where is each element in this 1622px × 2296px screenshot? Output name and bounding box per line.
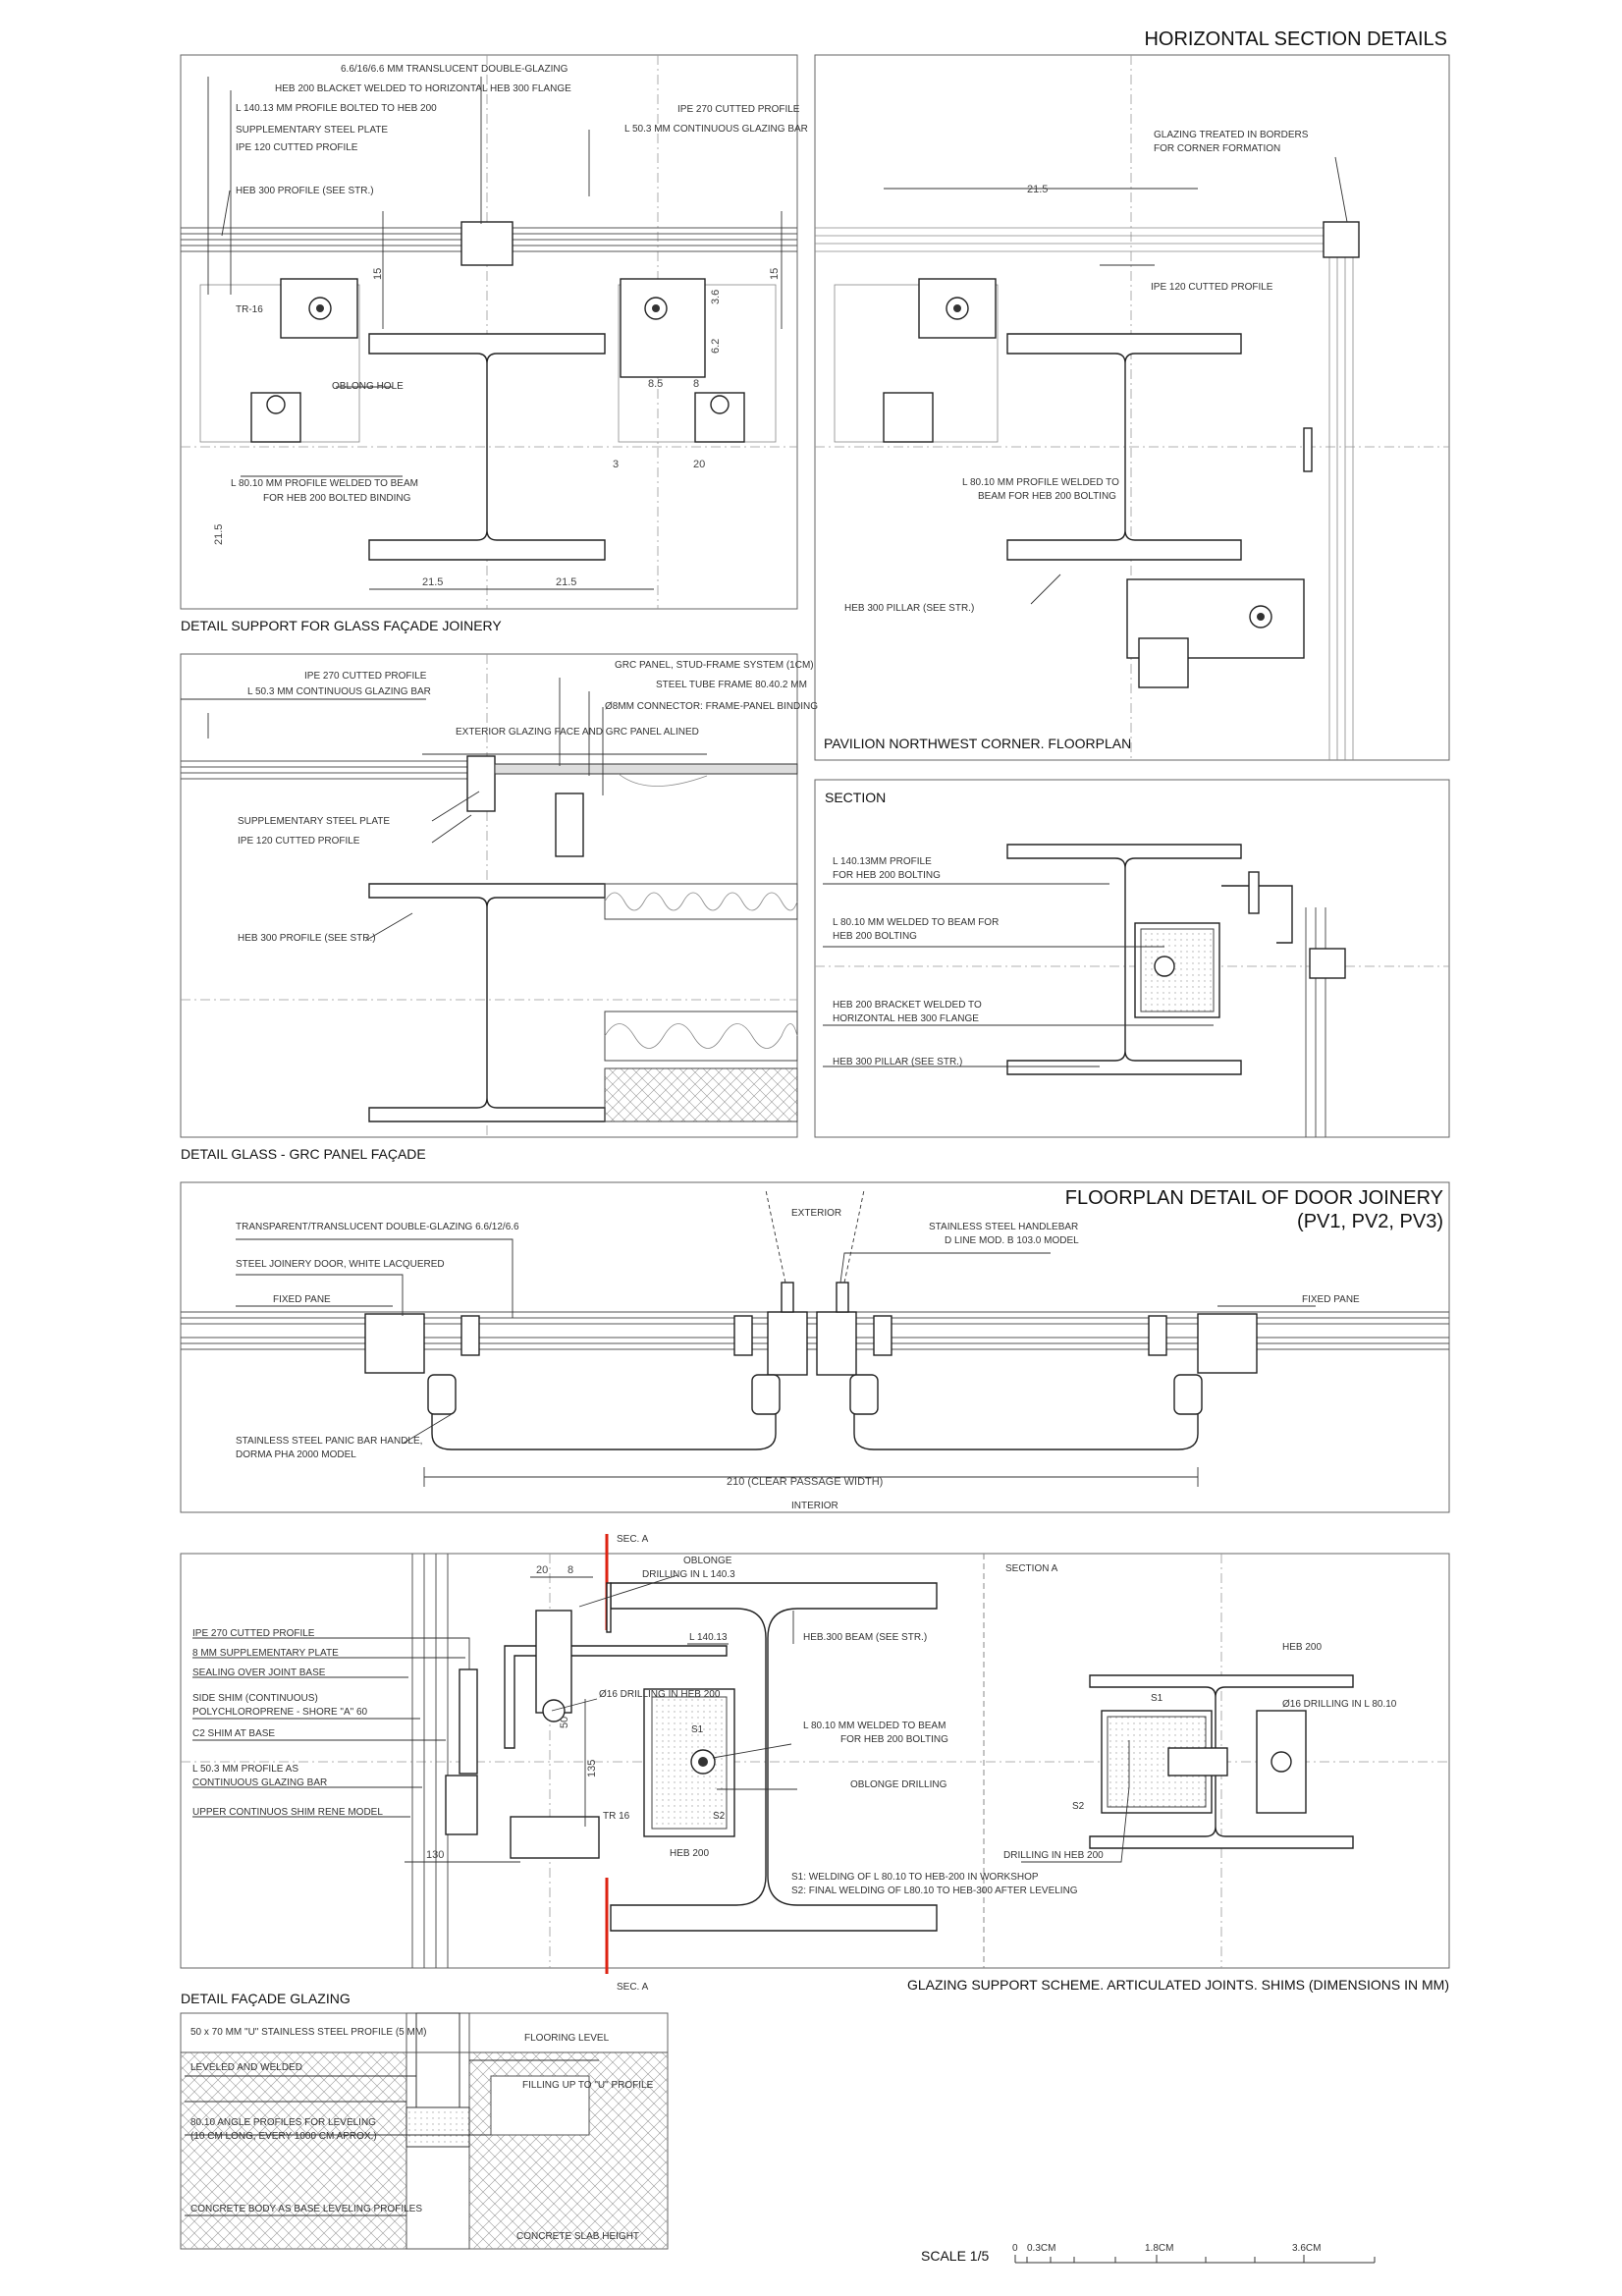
label: 8 MM SUPPLEMENTARY PLATE [192, 1648, 339, 1659]
panel-caption: DETAIL FAÇADE GLAZING [181, 1991, 351, 2006]
sheet-title: HORIZONTAL SECTION DETAILS [1144, 28, 1447, 50]
label: IPE 120 CUTTED PROFILE [238, 836, 360, 847]
label: TR 16 [603, 1811, 630, 1822]
corner-glazing [815, 157, 1359, 760]
label: OBLONGE DRILLING [850, 1779, 947, 1790]
label: Ø8MM CONNECTOR: FRAME-PANEL BINDING [605, 701, 819, 712]
label: HEB 300 PILLAR (SEE STR.) [844, 603, 975, 614]
label: SUPPLEMENTARY STEEL PLATE [238, 816, 391, 827]
dim-label: 135 [586, 1759, 598, 1777]
label: D LINE MOD. B 103.0 MODEL [945, 1235, 1079, 1246]
support-scheme-panel [181, 1534, 1449, 1993]
label: S2: FINAL WELDING OF L80.10 TO HEB-300 AFTER LEVELING [791, 1886, 1078, 1896]
label: OBLONGE [683, 1556, 732, 1566]
label: FILLING UP TO "U" PROFILE [522, 2080, 654, 2091]
label: 50 x 70 MM "U" STAINLESS STEEL PROFILE (5 MM) [190, 2027, 427, 2038]
scale-label: SCALE 1/5 [921, 2248, 990, 2264]
label: IPE 120 CUTTED PROFILE [236, 142, 358, 153]
sec-a-label: SEC. A [617, 1982, 649, 1993]
label: (10 CM LONG, EVERY 1000 CM APROX.) [190, 2131, 377, 2142]
label: SUPPLEMENTARY STEEL PLATE [236, 125, 389, 136]
panic-bars [428, 1375, 1202, 1449]
label: HEB 300 PILLAR (SEE STR.) [833, 1057, 963, 1067]
dim-label: 130 [426, 1849, 445, 1861]
label: Ø16 DRILLING IN L 80.10 [1282, 1699, 1397, 1710]
label: 80.10 ANGLE PROFILES FOR LEVELING [190, 2117, 376, 2128]
label: STAINLESS STEEL PANIC BAR HANDLE, [236, 1436, 423, 1447]
label: UPPER CONTINUOS SHIM RENE MODEL [192, 1807, 383, 1818]
label: HEB.300 BEAM (SEE STR.) [803, 1632, 928, 1643]
label: L 80.10 MM WELDED TO BEAM [803, 1721, 946, 1731]
label: FOR CORNER FORMATION [1154, 143, 1281, 154]
label: DORMA PHA 2000 MODEL [236, 1449, 356, 1460]
detail-support-panel [181, 55, 808, 633]
label: POLYCHLOROPRENE - SHORE "A" 60 [192, 1707, 368, 1718]
glazing-bars [181, 222, 797, 265]
label: CONCRETE BODY AS BASE LEVELING PROFILES [190, 2204, 423, 2214]
dim-label: 15 [372, 267, 384, 280]
panel-caption: DETAIL GLASS - GRC PANEL FAÇADE [181, 1146, 426, 1162]
label: STAINLESS STEEL HANDLEBAR [929, 1222, 1079, 1232]
label: SEALING OVER JOINT BASE [192, 1667, 326, 1678]
label: HEB 300 PROFILE (SEE STR.) [236, 186, 374, 196]
dim-label: 3 [613, 459, 620, 470]
label: L 140.13MM PROFILE [833, 856, 932, 867]
grc-panel [181, 654, 818, 1162]
label: Ø16 DRILLING IN HEB 200 [599, 1689, 721, 1700]
panel-caption: GLAZING SUPPORT SCHEME. ARTICULATED JOINTS. SHIMS (DIMENSIONS IN MM) [906, 1977, 1449, 1993]
bracket-left [200, 279, 359, 442]
label: INTERIOR [791, 1501, 838, 1511]
scale-tick: 3.6CM [1292, 2243, 1322, 2254]
label: DRILLING IN L 140.3 [642, 1569, 735, 1580]
label: LEVELED AND WELDED [190, 2062, 302, 2073]
label: FOR HEB 200 BOLTED BINDING [263, 493, 411, 504]
panel-caption: SECTION [825, 790, 887, 805]
dim-label: 210 (CLEAR PASSAGE WIDTH) [727, 1476, 884, 1488]
door-leaves [181, 1312, 1449, 1375]
dim-label: 8.5 [648, 378, 664, 390]
dim-label: 8 [693, 378, 700, 390]
label: HORIZONTAL HEB 300 FLANGE [833, 1013, 979, 1024]
label: TRANSPARENT/TRANSLUCENT DOUBLE-GLAZING 6.6/12/6.6 [236, 1222, 519, 1232]
scale-tick: 0 [1012, 2243, 1018, 2254]
label: IPE 270 CUTTED PROFILE [192, 1628, 315, 1639]
label: FIXED PANE [273, 1294, 331, 1305]
scale-tick: 1.8CM [1145, 2243, 1174, 2254]
label: FIXED PANE [1302, 1294, 1360, 1305]
dim-label: 20 [693, 459, 706, 470]
label: HEB 200 BLACKET WELDED TO HORIZONTAL HEB 300 FLANGE [275, 83, 571, 94]
dim-label: 3.6 [710, 289, 722, 304]
section-a-title: SECTION A [1005, 1563, 1058, 1574]
label: 6.6/16/6.6 MM TRANSLUCENT DOUBLE-GLAZING [341, 64, 568, 75]
facade-glazing-panel [181, 1991, 668, 2249]
door-title: FLOORPLAN DETAIL OF DOOR JOINERY [1064, 1187, 1443, 1209]
door-panel [181, 1182, 1449, 1512]
label: CONTINUOUS GLAZING BAR [192, 1777, 328, 1788]
label: S1 [1151, 1693, 1163, 1704]
panel-caption: PAVILION NORTHWEST CORNER. FLOORPLAN [824, 736, 1132, 751]
label: S1: WELDING OF L 80.10 TO HEB-200 IN WORKSHOP [791, 1872, 1039, 1883]
label: HEB 200 [1282, 1642, 1323, 1653]
label: L 140.13 [689, 1632, 728, 1643]
label: STEEL TUBE FRAME 80.40.2 MM [656, 680, 807, 690]
label: GRC PANEL, STUD-FRAME SYSTEM (1CM) [615, 660, 814, 671]
section-panel [815, 780, 1449, 1137]
label: SIDE SHIM (CONTINUOUS) [192, 1693, 318, 1704]
dim-label: 21.5 [422, 576, 444, 588]
dim-label: 21.5 [213, 523, 225, 545]
label: HEB 300 PROFILE (SEE STR.) [238, 933, 376, 944]
dim-label: 21.5 [1027, 184, 1049, 195]
label: TR-16 [236, 304, 263, 315]
corner-panel [815, 55, 1449, 760]
label: IPE 270 CUTTED PROFILE [304, 671, 427, 682]
scale-tick: 0.3CM [1027, 2243, 1056, 2254]
label: FOR HEB 200 BOLTING [840, 1734, 948, 1745]
dim-label: 8 [568, 1564, 574, 1576]
label: IPE 270 CUTTED PROFILE [677, 104, 800, 115]
dim-label: 21.5 [556, 576, 577, 588]
label: S2 [713, 1811, 726, 1822]
dim-label: 20 [536, 1564, 549, 1576]
bracket-right [619, 279, 776, 442]
label: L 50.3 MM CONTINUOUS GLAZING BAR [624, 124, 808, 135]
label: EXTERIOR [791, 1208, 842, 1219]
panel-caption: DETAIL SUPPORT FOR GLASS FAÇADE JOINERY [181, 618, 502, 633]
sec-a-label: SEC. A [617, 1534, 649, 1545]
label: HEB 200 BRACKET WELDED TO [833, 1000, 982, 1011]
label: OBLONG HOLE [332, 381, 404, 392]
label: L 80.10 MM WELDED TO BEAM FOR [833, 917, 1000, 928]
dim-label: 15 [769, 267, 781, 280]
label: CONCRETE SLAB HEIGHT [516, 2231, 640, 2242]
label: FLOORING LEVEL [524, 2033, 610, 2044]
label: HEB 200 BOLTING [833, 931, 917, 942]
dim-label: 50 [559, 1716, 570, 1728]
label: BEAM FOR HEB 200 BOLTING [978, 491, 1116, 502]
label: STEEL JOINERY DOOR, WHITE LACQUERED [236, 1259, 445, 1270]
label: IPE 120 CUTTED PROFILE [1151, 282, 1273, 293]
label: HEB 200 [670, 1848, 710, 1859]
door-subtitle: (PV1, PV2, PV3) [1297, 1211, 1443, 1232]
label: L 50.3 MM PROFILE AS [192, 1764, 299, 1775]
dim-label: 6.2 [710, 338, 722, 354]
label: EXTERIOR GLAZING FACE AND GRC PANEL ALINED [456, 727, 699, 738]
label: S1 [691, 1724, 704, 1735]
scale-bar [921, 2243, 1375, 2264]
label: DRILLING IN HEB 200 [1003, 1850, 1104, 1861]
grc-heb300 [369, 884, 605, 1121]
label: FOR HEB 200 BOLTING [833, 870, 941, 881]
label: L 50.3 MM CONTINUOUS GLAZING BAR [247, 686, 431, 697]
label: L 80.10 MM PROFILE WELDED TO BEAM [231, 478, 418, 489]
label: GLAZING TREATED IN BORDERS [1154, 130, 1309, 140]
label: S2 [1072, 1801, 1085, 1812]
label: L 140.13 MM PROFILE BOLTED TO HEB 200 [236, 103, 437, 114]
label: C2 SHIM AT BASE [192, 1728, 276, 1739]
label: L 80.10 MM PROFILE WELDED TO [962, 477, 1119, 488]
